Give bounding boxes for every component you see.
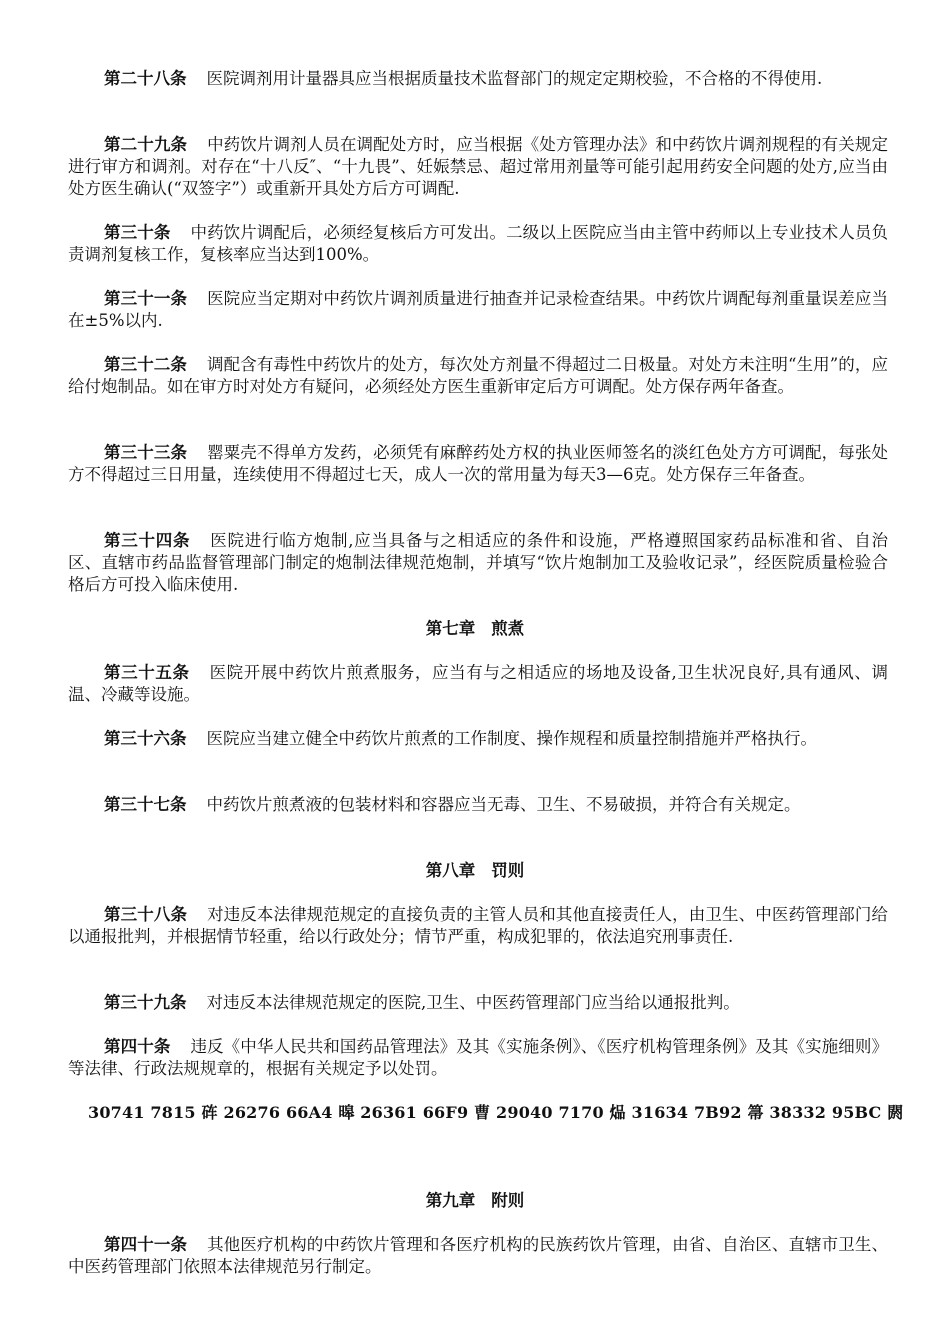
- chapter-title: 附则: [491, 1191, 525, 1210]
- character-code-line: 30741 7815 砗 26276 66A4 暤 26361 66F9 曹 29040 7170 煰 31634 7B92 箒 38332 95BC 閼: [88, 1103, 904, 1122]
- article-32: [68, 354, 888, 398]
- article-number: 第三十五条: [104, 663, 190, 682]
- article-31: [68, 288, 888, 332]
- article-35: [68, 662, 888, 706]
- article-text: 医院调剂用计量器具应当根据质量技术监督部门的规定定期校验，不合格的不得使用.: [206, 69, 823, 88]
- article-number: 第三十七条: [104, 795, 187, 814]
- article-30: [68, 222, 888, 266]
- article-36: [68, 728, 888, 750]
- article-number: 第二十八条: [104, 69, 187, 88]
- article-number: 第四十一条: [104, 1235, 188, 1254]
- article-text: 调配含有毒性中药饮片的处方，每次处方剂量不得超过二日极量。对处方未注明“生用”的，应给付炮制品。如在审方时对处方有疑问，必须经处方医生重新审定后方可调配。处方保存两年备查。: [68, 355, 889, 396]
- chapter-number: 第八章: [425, 861, 476, 880]
- article-number: 第三十八条: [104, 905, 188, 924]
- chapter-7-heading: [0, 618, 950, 640]
- chapter-8-heading: [0, 860, 950, 882]
- article-number: 第三十一条: [104, 289, 188, 308]
- article-text: 对违反本法律规范规定的医院,卫生、中医药管理部门应当给以通报批判。: [206, 993, 740, 1012]
- article-number: 第三十三条: [104, 443, 188, 462]
- article-text: 对违反本法律规范规定的直接负责的主管人员和其他直接责任人，由卫生、中医药管理部门给以通报批判，并根据情节轻重，给以行政处分；情节严重，构成犯罪的，依法追究刑事责任.: [68, 905, 889, 946]
- article-37: [68, 794, 888, 816]
- article-number: 第三十四条: [104, 531, 191, 550]
- article-number: 第三十条: [104, 223, 171, 242]
- article-number: 第三十六条: [104, 729, 187, 748]
- chapter-9-heading: [0, 1190, 950, 1212]
- article-text: 医院应当建立健全中药饮片煎煮的工作制度、操作规程和质量控制措施并严格执行。: [206, 729, 817, 748]
- chapter-number: 第九章: [425, 1191, 476, 1210]
- article-number: 第三十九条: [104, 993, 187, 1012]
- article-text: 中药饮片煎煮液的包装材料和容器应当无毒、卫生、不易破损，并符合有关规定。: [206, 795, 801, 814]
- article-number: 第二十九条: [104, 135, 188, 154]
- article-text: 罂粟壳不得单方发药，必须凭有麻醉药处方权的执业医师签名的淡红色处方方可调配，每张处方不得超过三日用量，连续使用不得超过七天，成人一次的常用量为每天3—6克。处方保存三年备查。: [68, 443, 889, 484]
- article-text: 医院应当定期对中药饮片调剂质量进行抽查并记录检查结果。中药饮片调配每剂重量误差应当在±5%以内.: [68, 289, 889, 330]
- article-number: 第三十二条: [104, 355, 188, 374]
- article-text: 违反《中华人民共和国药品管理法》及其《实施条例》、《医疗机构管理条例》及其《实施细则》等法律、行政法规规章的，根据有关规定予以处罚。: [68, 1037, 889, 1078]
- article-29: [68, 134, 888, 200]
- chapter-number: 第七章: [425, 619, 476, 638]
- chapter-title: 罚则: [491, 861, 525, 880]
- article-33: [68, 442, 888, 486]
- article-41: [68, 1234, 888, 1278]
- article-text: 中药饮片调剂人员在调配处方时，应当根据《处方管理办法》和中药饮片调剂规程的有关规定进行审方和调剂。对存在“十八反″、“十九畏”、妊娠禁忌、超过常用剂量等可能引起用药安全问题的处方,应当由处方医生确认(“双签字”）或重新开具处方后方可调配.: [68, 135, 889, 198]
- article-text: 医院进行临方炮制,应当具备与之相适应的条件和设施，严格遵照国家药品标准和省、自治区、直辖市药品监督管理部门制定的炮制法律规范炮制，并填写“饮片炮制加工及验收记录”，经医院质量检验合格后方可投入临床使用.: [68, 531, 889, 594]
- article-28: [68, 68, 888, 90]
- chapter-title: 煎煮: [491, 619, 525, 638]
- article-text: 其他医疗机构的中药饮片管理和各医疗机构的民族药饮片管理，由省、自治区、直辖市卫生、中医药管理部门依照本法律规范另行制定。: [68, 1235, 889, 1276]
- article-number: 第四十条: [104, 1037, 171, 1056]
- article-text: 中药饮片调配后，必须经复核后方可发出。二级以上医院应当由主管中药师以上专业技术人员负责调剂复核工作，复核率应当达到100%。: [68, 223, 889, 264]
- article-40: [68, 1036, 888, 1080]
- article-text: 医院开展中药饮片煎煮服务，应当有与之相适应的场地及设备,卫生状况良好,具有通风、调温、冷藏等设施。: [68, 663, 888, 704]
- article-34: [68, 530, 888, 596]
- article-39: [68, 992, 888, 1014]
- article-38: [68, 904, 888, 948]
